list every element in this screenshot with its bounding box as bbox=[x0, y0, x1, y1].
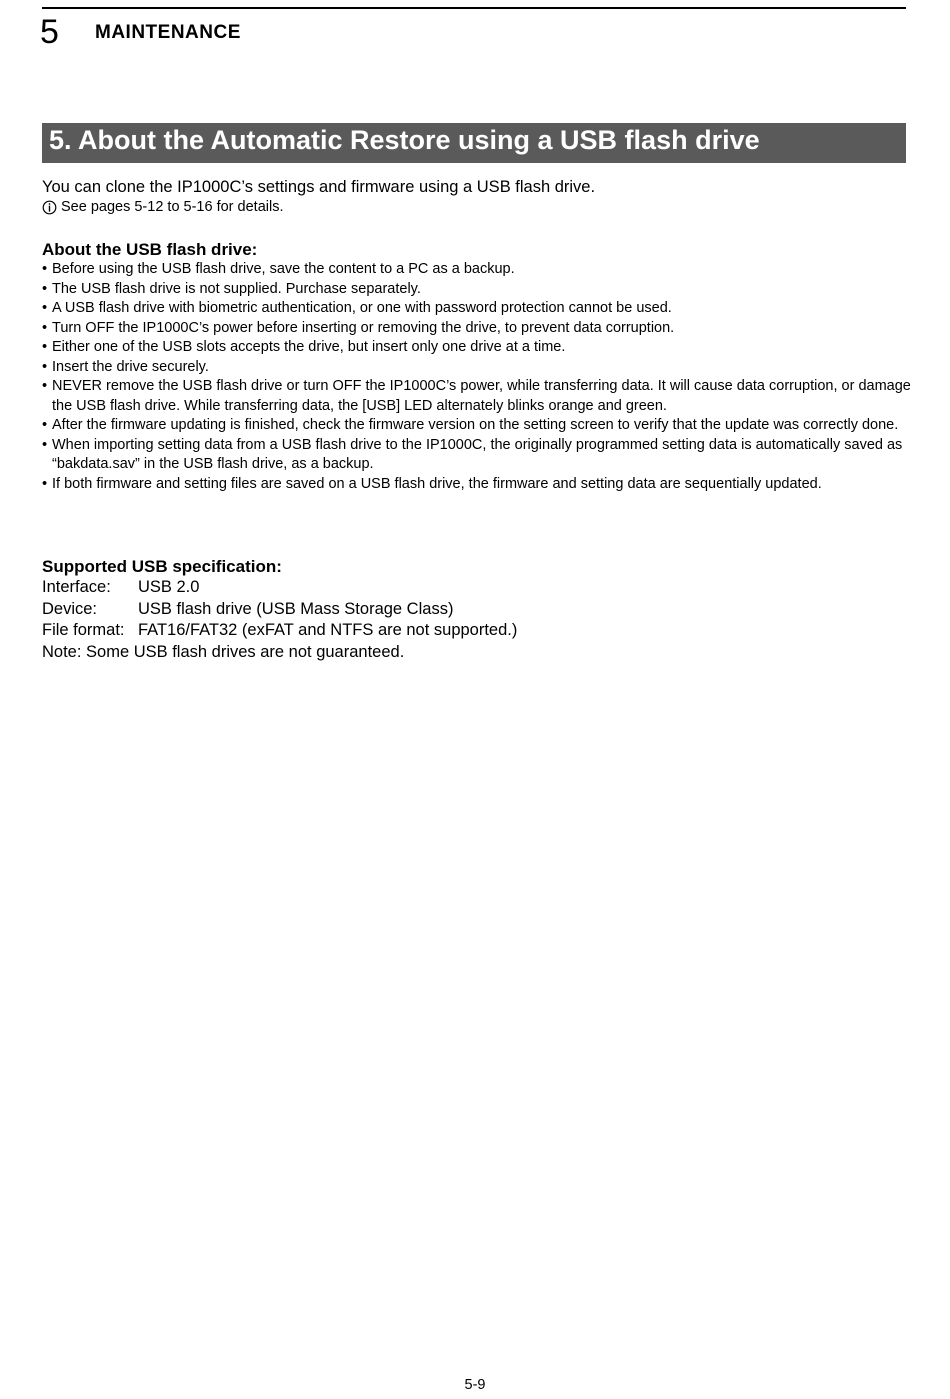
bullet-marker: • bbox=[42, 417, 48, 433]
list-item bbox=[42, 475, 922, 495]
usb-flash-drive-heading: About the USB flash drive: bbox=[42, 240, 258, 259]
bullet-marker: • bbox=[42, 280, 48, 297]
spec-row bbox=[42, 577, 517, 599]
list-item-text: Insert the drive securely. bbox=[52, 358, 209, 375]
list-item-text: Before using the USB flash drive, save the content to a PC as a backup. bbox=[52, 261, 515, 277]
spec-label: File format: bbox=[42, 621, 125, 639]
bullet-marker: • bbox=[42, 436, 48, 453]
bullet-marker: • bbox=[42, 261, 48, 277]
page-number: 5-9 bbox=[464, 1377, 486, 1393]
spec-heading: Supported USB specification: bbox=[42, 557, 282, 576]
list-item bbox=[42, 280, 922, 300]
spec-value: FAT16/FAT32 (exFAT and NTFS are not supported.) bbox=[138, 621, 518, 639]
list-item-text: Either one of the USB slots accepts the drive, but insert only one drive at a time. bbox=[52, 339, 566, 355]
list-item bbox=[42, 377, 922, 416]
intro-text: You can clone the IP1000C’s settings and firmware using a USB flash drive. bbox=[42, 178, 596, 196]
see-pages-reference bbox=[42, 198, 283, 217]
list-item bbox=[42, 416, 922, 436]
bullet-marker: • bbox=[42, 475, 48, 492]
list-item bbox=[42, 319, 922, 339]
list-item-text: If both firmware and setting files are saved on a USB flash drive, the firmware and setting data are sequentially updated. bbox=[52, 475, 822, 492]
list-item bbox=[42, 436, 922, 475]
list-item-text: Turn OFF the IP1000C’s power before inserting or removing the drive, to prevent data corruption. bbox=[52, 319, 675, 336]
list-item bbox=[42, 358, 922, 378]
usb-flash-drive-notes bbox=[42, 260, 922, 494]
list-item-text: NEVER remove the USB flash drive or turn OFF the IP1000C’s power, while transferring data. It will cause data corruption, or damage the USB flash drive. While transferring data, the [USB] LED alternately blinks orange and green. bbox=[52, 378, 911, 414]
bullet-marker: • bbox=[42, 300, 48, 316]
list-item-text: When importing setting data from a USB flash drive to the IP1000C, the originally programmed setting data is automatically saved as “bakdata.sav” in the USB flash drive, as a backup. bbox=[52, 436, 903, 472]
bullet-marker: • bbox=[42, 358, 48, 375]
list-item-text: A USB flash drive with biometric authentication, or one with password protection cannot be used. bbox=[52, 300, 672, 316]
list-item-text: After the firmware updating is finished, check the firmware version on the setting screen to verify that the update was correctly done. bbox=[52, 417, 899, 433]
spec-table bbox=[42, 577, 517, 663]
bullet-marker: • bbox=[42, 339, 48, 355]
spec-value: USB 2.0 bbox=[138, 578, 200, 596]
list-item bbox=[42, 260, 922, 280]
spec-row bbox=[42, 599, 517, 621]
section-title: 5. About the Automatic Restore using a USB flash drive bbox=[49, 125, 760, 155]
spec-note: Note: Some USB flash drives are not guaranteed. bbox=[42, 642, 405, 661]
spec-row bbox=[42, 620, 517, 642]
list-item bbox=[42, 338, 922, 358]
list-item-text: The USB flash drive is not supplied. Purchase separately. bbox=[52, 280, 421, 297]
spec-label: Device: bbox=[42, 599, 98, 618]
header-rule bbox=[42, 7, 906, 9]
bullet-marker: • bbox=[42, 319, 48, 336]
spec-label: Interface: bbox=[42, 578, 111, 596]
chapter-title: MAINTENANCE bbox=[95, 22, 241, 43]
list-item bbox=[42, 299, 922, 319]
chapter-number: 5 bbox=[40, 13, 59, 51]
section-title-bar bbox=[42, 123, 906, 163]
info-icon bbox=[42, 200, 57, 215]
spec-value: USB flash drive (USB Mass Storage Class) bbox=[138, 599, 454, 618]
see-pages-text: See pages 5-12 to 5-16 for details. bbox=[61, 199, 284, 215]
bullet-marker: • bbox=[42, 378, 48, 394]
